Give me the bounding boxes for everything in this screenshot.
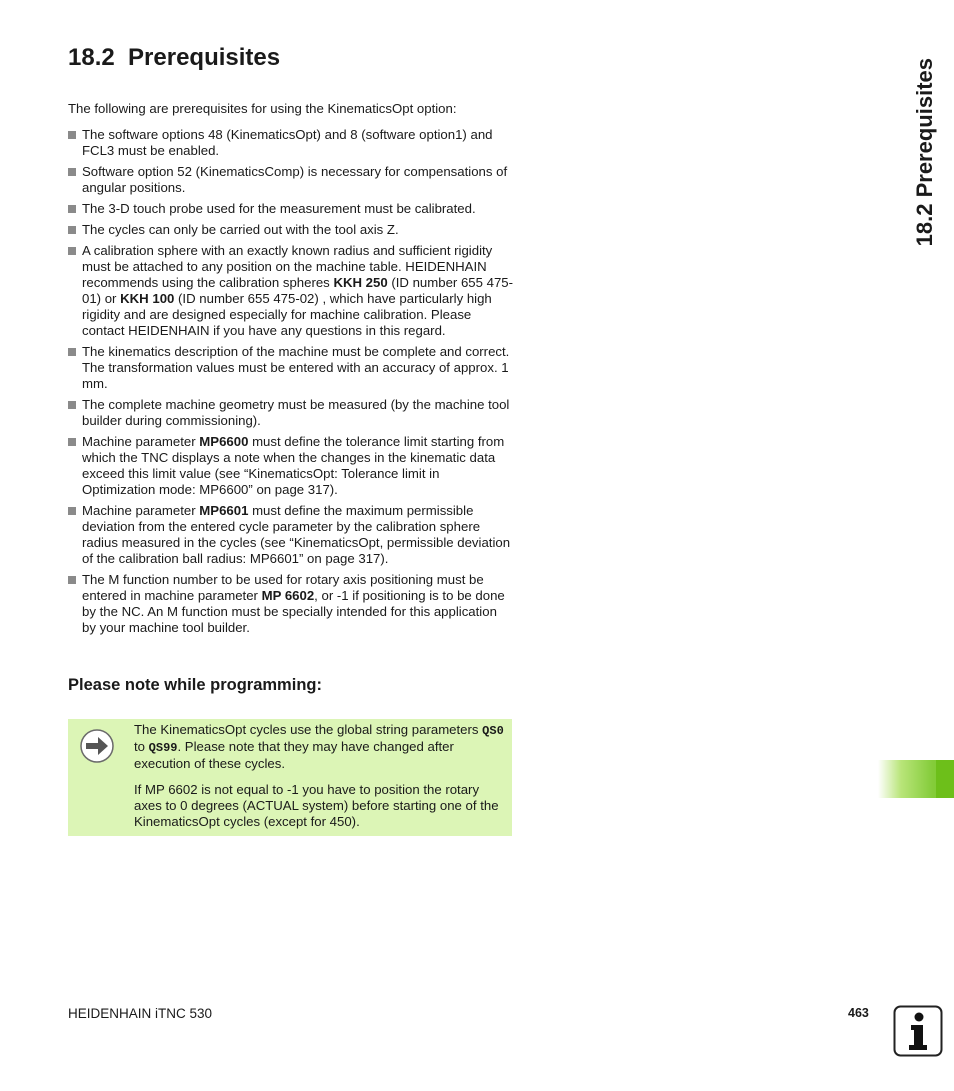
parameter-name: MP6601 <box>199 503 249 518</box>
list-item: The kinematics description of the machine must be complete and correct. The transformation values must be entered with an accuracy of approx. 1 mm. <box>68 344 514 392</box>
bullet-icon <box>68 348 76 356</box>
product-name: KKH 250 <box>333 275 388 290</box>
list-item: The cycles can only be carried out with the tool axis Z. <box>68 222 514 238</box>
intro-text: The following are prerequisites for using the KinematicsOpt option: <box>68 101 457 116</box>
list-item: The software options 48 (KinematicsOpt) and 8 (software option1) and FCL3 must be enabled. <box>68 127 514 159</box>
bullet-icon <box>68 205 76 213</box>
arrow-right-icon <box>80 729 114 763</box>
footer-product: HEIDENHAIN iTNC 530 <box>68 1006 213 1021</box>
chapter-tab-marker <box>936 760 954 798</box>
parameter-name: MP 6602 <box>261 588 315 603</box>
list-item: The complete machine geometry must be measured (by the machine tool builder during commissioning). <box>68 397 514 429</box>
note-text <box>134 722 504 840</box>
bullet-icon <box>68 507 76 515</box>
bullet-icon <box>68 438 76 446</box>
list-item: Software option 52 (KinematicsComp) is necessary for compensations of angular positions. <box>68 164 514 196</box>
product-name: KKH 100 <box>120 291 175 306</box>
subheading: Please note while programming: <box>68 676 322 694</box>
bullet-icon <box>68 247 76 255</box>
bullet-icon <box>68 576 76 584</box>
prerequisites-list <box>68 127 514 641</box>
page-number: 463 <box>848 1006 869 1020</box>
bullet-icon <box>68 401 76 409</box>
bullet-icon <box>68 226 76 234</box>
note-paragraph: If MP 6602 is not equal to -1 you have to position the rotary axes to 0 degrees (ACTUAL system) before starting one of the KinematicsOpt cycles (except for 450). <box>134 782 499 829</box>
info-icon <box>893 1005 943 1057</box>
list-item: Machine parameter MP6601 must define the maximum permissible deviation from the entered cycle parameter by the calibration sphere radius measured in the cycles (see “KinematicsOpt, permissible deviation of the calibration ball radius: MP6601” on page 317). <box>68 503 514 567</box>
list-item: Machine parameter MP6600 must define the tolerance limit starting from which the TNC displays a note when the changes in the kinematic data exceed this limit value (see “KinematicsOpt: Tolerance limit in Optimization mode: MP6600” on page 317). <box>68 434 514 498</box>
parameter-name: MP6600 <box>199 434 249 449</box>
list-item: The 3-D touch probe used for the measurement must be calibrated. <box>68 201 514 217</box>
code-qs0: QS0 <box>482 724 504 738</box>
page-title: 18.2 Prerequisites <box>68 44 281 71</box>
list-item: The M function number to be used for rotary axis positioning must be entered in machine parameter MP 6602, or -1 if positioning is to be done by the NC. An M function must be specially intended for this application by your machine tool builder. <box>68 572 514 636</box>
note-paragraph: The KinematicsOpt cycles use the global string parameters QS0 to QS99. Please note that they may have changed after execution of these cycles. <box>134 722 504 771</box>
note-box <box>68 719 512 836</box>
list-item: A calibration sphere with an exactly known radius and sufficient rigidity must be attached to any position on the machine table. HEIDENHAIN recommends using the calibration spheres KKH 250 (ID number 655 475-01) or KKH 100 (ID number 655 475-02) , which have particularly high rigidity and are designed especially for machine calibration. Please contact HEIDENHAIN if you have any questions in this regard. <box>68 243 514 339</box>
bullet-icon <box>68 168 76 176</box>
side-section-title: 18.2 Prerequisites <box>912 58 937 247</box>
code-qs99: QS99 <box>148 741 178 755</box>
bullet-icon <box>68 131 76 139</box>
